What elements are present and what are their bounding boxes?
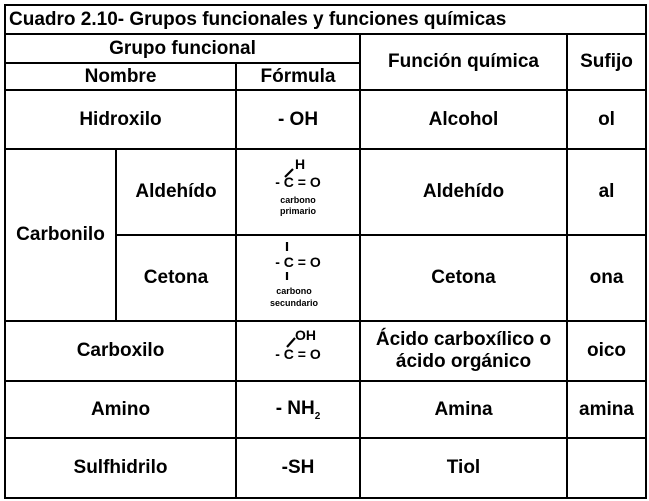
funcion-line-2: ácido orgánico	[395, 351, 532, 372]
cell-nombre-hidroxilo: Hidroxilo	[5, 90, 236, 149]
header-formula: Fórmula	[236, 63, 360, 90]
header-row-1	[5, 34, 646, 63]
formula-main-label: - C = O	[275, 346, 321, 362]
table-caption: Cuadro 2.10- Grupos funcionales y funciones químicas	[5, 5, 646, 34]
formula-main-label: - C = O	[275, 174, 321, 190]
formula-note-1: carbono	[276, 286, 312, 296]
formula-amino-main: - NH	[275, 397, 315, 419]
header-nombre: Nombre	[5, 63, 236, 90]
formula-amino-subscript: 2	[314, 410, 321, 422]
cell-funcion-hidroxilo: Alcohol	[360, 90, 567, 149]
cell-formula-carboxilo	[236, 321, 360, 381]
functional-groups-table	[4, 4, 647, 499]
formula-main-label: - C = O	[275, 254, 321, 270]
cell-formula-hidroxilo: - OH	[236, 90, 360, 149]
funcion-line-1: Ácido carboxílico o	[375, 329, 552, 350]
table-row	[5, 381, 646, 438]
cell-funcion-sulfhidrilo: Tiol	[360, 438, 567, 498]
cell-sufijo-carboxilo: oico	[567, 321, 646, 381]
cell-funcion-cetona: Cetona	[360, 235, 567, 321]
formula-top-label: H	[295, 156, 306, 172]
aldehyde-structure	[258, 154, 338, 224]
cell-formula-cetona	[236, 235, 360, 321]
cell-nombre-carboxilo: Carboxilo	[5, 321, 236, 381]
formula-note-1: carbono	[280, 195, 316, 205]
cell-funcion-amino: Amina	[360, 381, 567, 438]
caption-row	[5, 5, 646, 34]
cell-nombre-amino: Amino	[5, 381, 236, 438]
cell-sufijo-aldehido: al	[567, 149, 646, 235]
ketone-structure	[258, 236, 338, 314]
table-row	[5, 149, 646, 235]
formula-note-2: secundario	[269, 298, 319, 308]
cell-formula-sulfhidrilo: -SH	[236, 438, 360, 498]
formula-note-2: primario	[279, 206, 317, 216]
header-grupo-funcional: Grupo funcional	[5, 34, 360, 63]
header-sufijo: Sufijo	[567, 34, 646, 90]
cell-sufijo-cetona: ona	[567, 235, 646, 321]
cell-sufijo-amino: amina	[567, 381, 646, 438]
cell-funcion-aldehido: Aldehído	[360, 149, 567, 235]
table-row	[5, 321, 646, 381]
cell-nombre-cetona: Cetona	[116, 235, 236, 321]
carboxyl-structure	[258, 323, 338, 373]
cell-nombre-carbonilo: Carbonilo	[5, 149, 116, 321]
header-funcion-quimica: Función química	[360, 34, 567, 90]
cell-nombre-aldehido: Aldehído	[116, 149, 236, 235]
table-row	[5, 90, 646, 149]
cell-funcion-carboxilo	[360, 321, 567, 381]
table-row	[5, 438, 646, 498]
cell-nombre-sulfhidrilo: Sulfhidrilo	[5, 438, 236, 498]
cell-sufijo-hidroxilo: ol	[567, 90, 646, 149]
cell-sufijo-sulfhidrilo	[567, 438, 646, 498]
cell-formula-amino	[236, 381, 360, 438]
cell-formula-aldehido	[236, 149, 360, 235]
formula-top-label: OH	[295, 327, 316, 343]
